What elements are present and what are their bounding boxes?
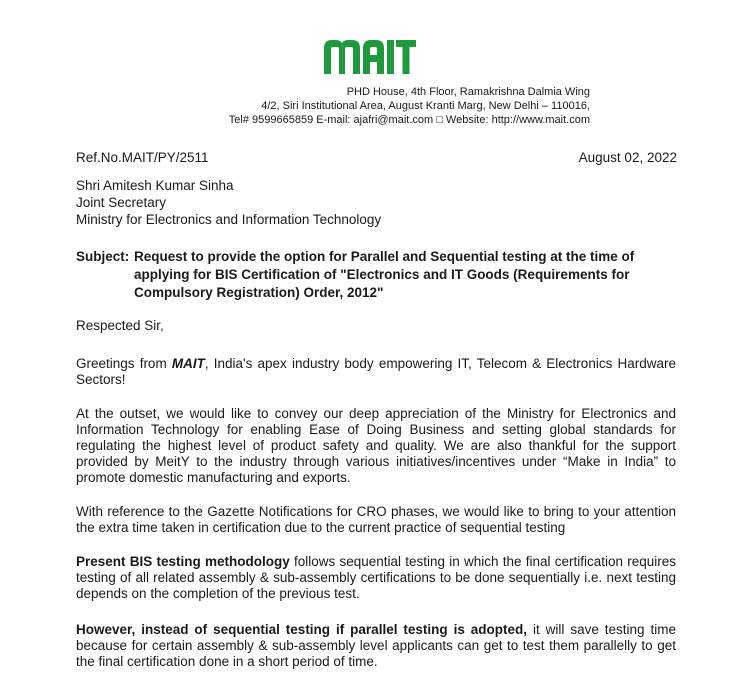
letterhead-address <box>150 85 590 127</box>
appreciation-paragraph: At the outset, we would like to convey our deep appreciation of the Ministry for Electronics and Information Technology for enabling Ease of Doing Business and setting global standards for regulating the highest level of product safety and quality. We are also thankful for the support provided by MeitY to the industry through various initiatives/incentives under “Make in India” to promote domestic manufacturing and exports. <box>76 406 676 485</box>
greeting-paragraph <box>76 356 676 388</box>
salutation: Respected Sir, <box>76 318 164 333</box>
mait-logo <box>322 34 418 78</box>
greeting-text-pre: Greetings from <box>76 356 172 371</box>
recipient-title: Joint Secretary <box>76 195 167 210</box>
subject-line-1: Request to provide the option for Parallel and Sequential testing at the time of <box>134 249 635 264</box>
present-methodology-paragraph <box>76 554 676 602</box>
letter-date: August 02, 2022 <box>578 150 677 165</box>
recipient-name: Shri Amitesh Kumar Sinha <box>76 178 234 193</box>
subject-line-3: Compulsory Registration) Order, 2012" <box>134 285 384 300</box>
recipient-block <box>76 177 381 228</box>
reference-paragraph: With reference to the Gazette Notifications for CRO phases, we would like to bring to your attention the extra time taken in certification due to the current practice of sequential testing <box>76 504 676 535</box>
present-methodology-bold: Present BIS testing methodology <box>76 554 290 569</box>
parallel-testing-bold: However, instead of sequential testing if parallel testing is adopted, <box>76 622 528 637</box>
recipient-organization: Ministry for Electronics and Information Technology <box>76 212 382 227</box>
present-methodology-text: follows sequential testing in which the final certification requires testing of all related assembly & sub-assembly certifications to be done sequentially i.e. next testing depends on the completion of the previous test. <box>76 554 676 601</box>
subject-line-2: applying for BIS Certification of "Electronics and IT Goods (Requirements for <box>134 267 630 282</box>
subject-block <box>76 248 686 302</box>
subject-label: Subject: <box>76 249 130 264</box>
address-line-1: PHD House, 4th Floor, Ramakrishna Dalmia Wing <box>346 86 590 98</box>
contact-line: Tel# 9599665859 E-mail: ajafri@mait.com □ Website: http://www.mait.com <box>228 114 590 126</box>
greeting-text-post: , India's apex industry body empowering IT, Telecom & Electronics Hardware Sectors! <box>76 356 677 387</box>
greeting-mait: MAIT <box>171 356 205 371</box>
parallel-testing-paragraph <box>76 622 676 670</box>
parallel-testing-text: it will save testing time because for certain assembly & sub-assembly level applicants can get to test them parallelly to get the final certification done in a short period of time. <box>76 622 677 669</box>
reference-number: Ref.No.MAIT/PY/2511 <box>76 150 209 165</box>
address-line-2: 4/2, Siri Institutional Area, August Kranti Marg, New Delhi – 110016, <box>261 100 590 112</box>
